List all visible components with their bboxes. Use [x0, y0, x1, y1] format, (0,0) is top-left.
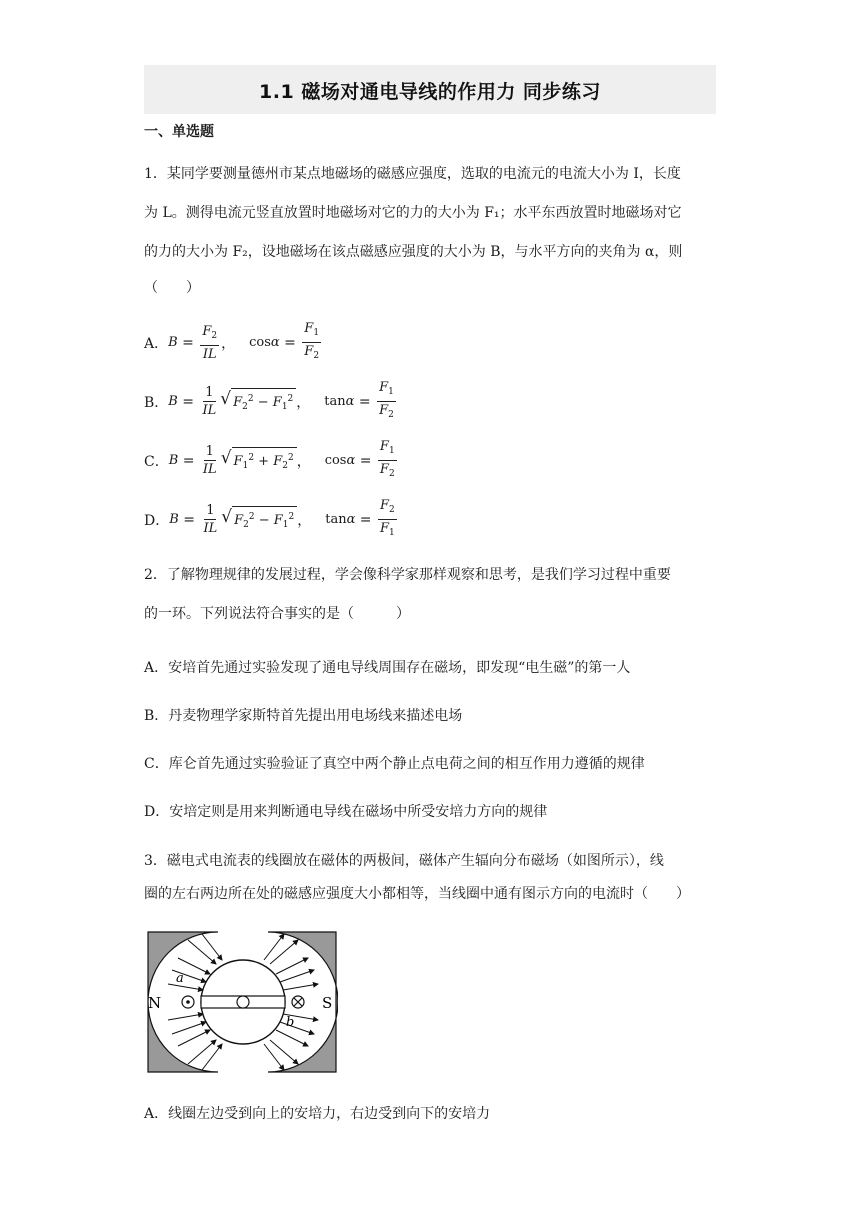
pole-s-label: S: [322, 994, 333, 1012]
q3-stem-line2: 圈的左右两边所在处的磁感应强度大小都相等，当线圈中通有图示方向的电流时（ ）: [144, 886, 690, 902]
q2-option-b[interactable]: B．丹麦物理学家斯特首先提出用电场线来描述电场: [144, 708, 463, 724]
q2-option-a[interactable]: A．安培首先通过实验发现了通电导线周围存在磁场，即发现“电生磁”的第一人: [144, 660, 631, 676]
q1-option-a[interactable]: A． B = $\frac{F_2}{IL}$ ， cos α = $\frac{F_1}{F_2}$: [144, 321, 320, 362]
q1-option-d-label: D．: [144, 512, 170, 529]
q3-stem-line1: 3．磁电式电流表的线圈放在磁体的两极间，磁体产生辐向分布磁场（如图所示），线: [144, 853, 664, 869]
q1-option-b-label: B．: [144, 394, 169, 411]
q1-option-d[interactable]: D． B = $\frac{1}{IL}$ √ $F_2^2 - F_1^2$ ， tan α = $\frac{F_2}{F_1}$: [144, 498, 395, 538]
q1-option-c[interactable]: C． B = $\frac{1}{IL}$ √ $F_1^2 + F_2^2$ ， cos α = $\frac{F_1}{F_2}$: [144, 439, 395, 479]
page-title: 1.1 磁场对通电导线的作用力 同步练习: [259, 81, 601, 103]
q2-option-c[interactable]: C．库仑首先通过实验验证了真空中两个静止点电荷之间的相互作用力遵循的规律: [144, 756, 645, 772]
q2-stem-line2: 的一环。下列说法符合事实的是（ ）: [144, 606, 410, 622]
q1-option-c-label: C．: [144, 453, 169, 470]
galvanometer-figure: [146, 930, 338, 1074]
q1-stem-line2: 为 L。测得电流元竖直放置时地磁场对它的力的大小为 F₁；水平东西放置时地磁场对它: [144, 205, 682, 221]
q1-stem-line3: 的力的大小为 F₂，设地磁场在该点磁感应强度的大小为 B，与水平方向的夹角为 α，则: [144, 244, 683, 260]
label-a: a: [176, 971, 184, 986]
label-b: b: [286, 1015, 295, 1030]
q3-option-a[interactable]: A．线圈左边受到向上的安培力，右边受到向下的安培力: [144, 1106, 491, 1122]
q1-stem-line4: （ ）: [144, 280, 200, 296]
section-heading: 一、单选题: [144, 124, 214, 140]
title-bar: [144, 65, 716, 114]
q1-option-a-label: A．: [144, 335, 169, 352]
q1-option-b[interactable]: B． B = $\frac{1}{IL}$ √ $F_2^2 - F_1^2$ ， tan α = $\frac{F_1}{F_2}$: [144, 380, 394, 420]
q2-option-d[interactable]: D．安培定则是用来判断通电导线在磁场中所受安培力方向的规律: [144, 804, 548, 820]
q2-stem-line1: 2．了解物理规律的发展过程，学会像科学家那样观察和思考，是我们学习过程中重要: [144, 567, 671, 583]
pole-n-label: N: [148, 994, 162, 1012]
q1-stem-line1: 1．某同学要测量德州市某点地磁场的磁感应强度，选取的电流元的电流大小为 I，长度: [144, 166, 681, 182]
